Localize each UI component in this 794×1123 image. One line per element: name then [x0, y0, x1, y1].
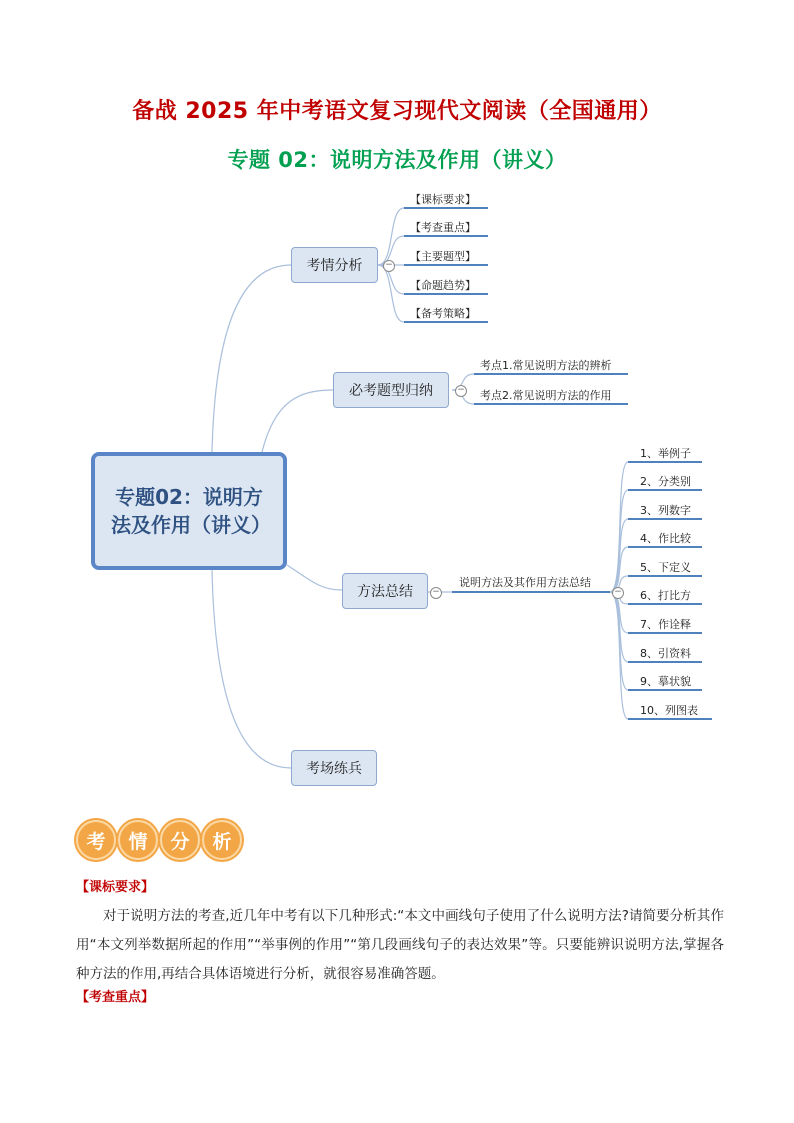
- badge-char: 情: [118, 820, 158, 860]
- branch-fangfa-node[interactable]: 方法总结: [342, 573, 428, 609]
- leaf-kaoqing-3: 【命题趋势】: [410, 279, 476, 292]
- branch-kaoqing-node[interactable]: 考情分析: [291, 247, 378, 283]
- branch-bikao-node[interactable]: 必考题型归纳: [333, 372, 449, 408]
- section-badge: [76, 820, 242, 860]
- leaf-fangfa-4: 5、下定义: [640, 561, 691, 574]
- leaf-fangfa-3: 4、作比较: [640, 532, 691, 545]
- mindmap-center-node: 专题02：说明方法及作用（讲义）: [91, 452, 287, 570]
- leaf-bikao-0: 考点1.常见说明方法的辨析: [480, 359, 612, 372]
- leaf-fangfa-0: 1、举例子: [640, 447, 691, 460]
- branch-kaochang-node[interactable]: 考场练兵: [291, 750, 377, 786]
- leaf-kaoqing-0: 【课标要求】: [410, 193, 476, 206]
- connector-kaoqing: [212, 265, 291, 452]
- section-label-kaocha: 【考查重点】: [76, 990, 155, 1005]
- collapse-toggle-icon[interactable]: −: [430, 587, 442, 599]
- paragraph-kebiao: 对于说明方法的考查,近几年中考有以下几种形式:“本文中画线句子使用了什么说明方法?请简要分析其作用“本文列举数据所起的作用”“举事例的作用”“第几段画线句子的表达效果”等。只要能辨识说明方法,掌握各种方法的作用,再结合具体语境进行分析，就很容易准确答题。: [76, 908, 724, 982]
- badge-char: 考: [76, 820, 116, 860]
- leaf-fangfa-7: 8、引资料: [640, 647, 691, 660]
- collapse-toggle-icon[interactable]: −: [455, 385, 467, 397]
- leaf-fangfa-9: 10、列图表: [640, 704, 698, 717]
- page-subtitle: 专题 02：说明方法及作用（讲义）: [227, 148, 567, 172]
- connector-bikao: [262, 390, 333, 452]
- leaf-fangfa-1: 2、分类别: [640, 475, 691, 488]
- leaf-fangfa-sub: 说明方法及其作用方法总结: [459, 576, 591, 589]
- leaf-kaoqing-1: 【考查重点】: [410, 221, 476, 234]
- connector-kaochang: [212, 570, 291, 768]
- leaf-fangfa-6: 7、作诠释: [640, 618, 691, 631]
- connector-fangfa: [287, 565, 342, 590]
- leaf-fangfa-8: 9、摹状貌: [640, 675, 691, 688]
- leaf-fangfa-5: 6、打比方: [640, 589, 691, 602]
- section-label-kebiao: 【课标要求】: [76, 880, 155, 895]
- badge-char: 析: [202, 820, 242, 860]
- leaf-kaoqing-2: 【主要题型】: [410, 250, 476, 263]
- badge-char: 分: [160, 820, 200, 860]
- leaf-fangfa-2: 3、列数字: [640, 504, 691, 517]
- leaf-kaoqing-4: 【备考策略】: [410, 307, 476, 320]
- collapse-toggle-icon[interactable]: −: [383, 260, 395, 272]
- leaf-bikao-1: 考点2.常见说明方法的作用: [480, 389, 612, 402]
- collapse-toggle-icon[interactable]: −: [612, 587, 624, 599]
- page-title: 备战 2025 年中考语文复习现代文阅读（全国通用）: [132, 99, 662, 124]
